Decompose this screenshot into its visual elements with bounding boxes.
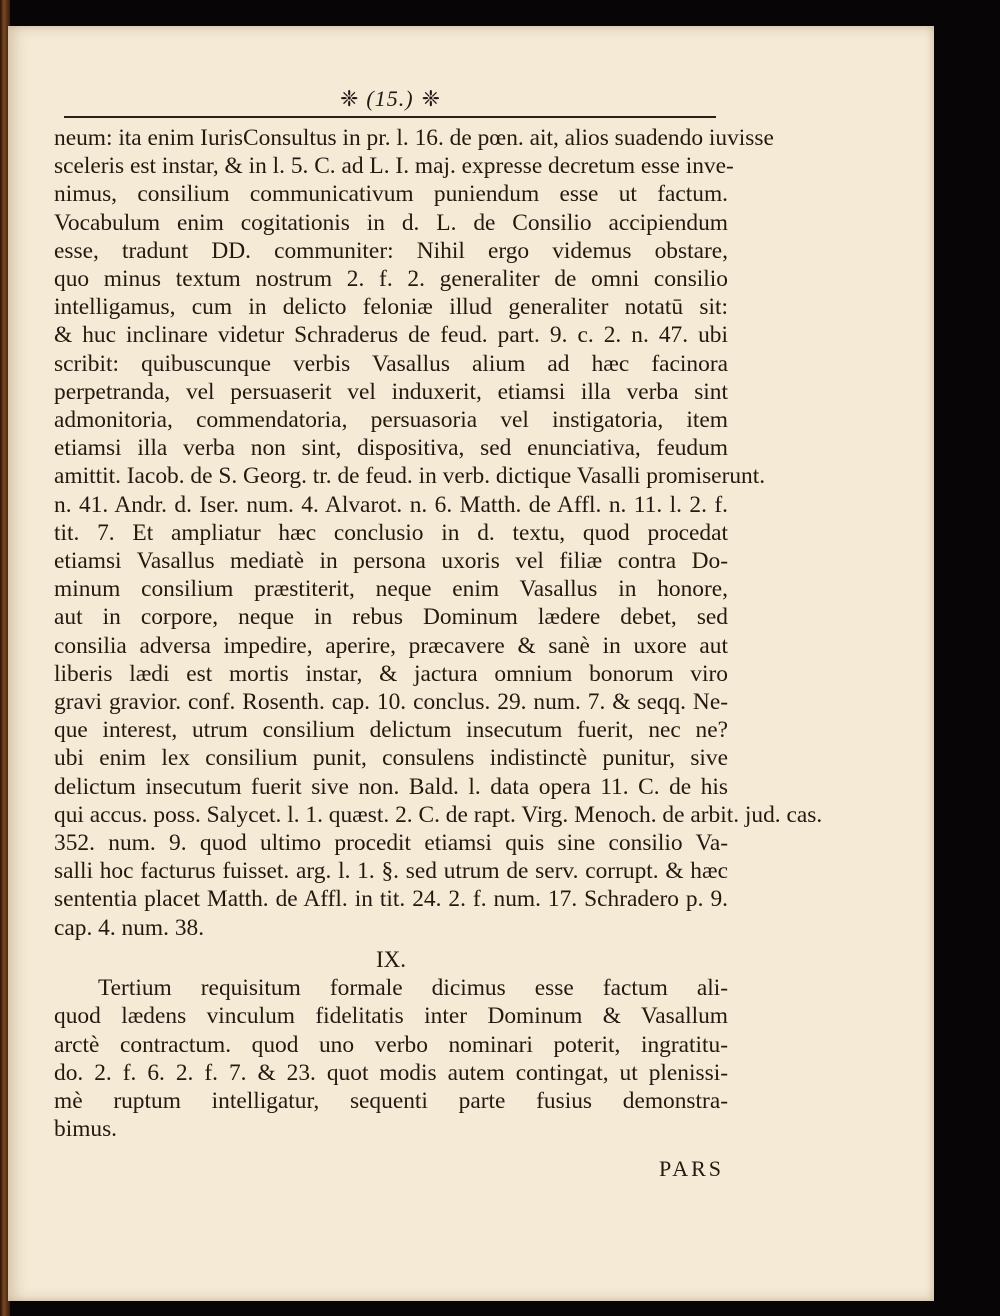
text-line: 352. num. 9. quod ultimo procedit etiamsi quis sine consilio Va-	[54, 830, 728, 857]
text-line: amittit. Iacob. de S. Georg. tr. de feud. in verb. dictique Vasalli promiserunt.	[54, 463, 766, 490]
text-line: sententia placet Matth. de Affl. in tit. 24. 2. f. num. 17. Schradero p. 9.	[54, 886, 728, 913]
section-number: IX.	[375, 946, 407, 972]
text-line: ubi enim lex consilium punit, consulens indistinctè punitur, sive	[54, 745, 728, 772]
page-text	[54, 124, 823, 1184]
page-header	[64, 82, 716, 118]
section-text-line: Tertium requisitum formale dicimus esse factum ali-	[98, 975, 728, 1002]
text-line: n. 41. Andr. d. Iser. num. 4. Alvarot. n. 6. Matth. de Affl. n. 11. l. 2. f.	[54, 491, 728, 518]
text-line: quo minus textum nostrum 2. f. 2. generaliter de omni consilio	[54, 266, 728, 293]
text-line: consilia adversa impedire, aperire, præcavere & sanè in uxore aut	[54, 632, 728, 659]
text-line: minum consilium præstiterit, neque enim Vasallus in honore,	[54, 576, 728, 603]
text-line: qui accus. poss. Salycet. l. 1. quæst. 2. C. de rapt. Virg. Menoch. de arbit. jud. cas.	[54, 801, 823, 828]
text-line: aut in corpore, neque in rebus Dominum lædere debet, sed	[54, 604, 728, 631]
text-line: sceleris est instar, & in l. 5. C. ad L. I. maj. expresse decretum esse inve-	[54, 153, 734, 180]
section-text-line: mè ruptum intelligatur, sequenti parte fusius demonstra-	[54, 1087, 728, 1114]
text-line: perpetranda, vel persuaserit vel induxerit, etiamsi illa verba sint	[54, 378, 728, 405]
text-line: intelligamus, cum in delicto feloniæ illud generaliter notatū sit:	[54, 294, 728, 321]
section-text-line: quod lædens vinculum fidelitatis inter Dominum & Vasallum	[54, 1003, 728, 1030]
text-line: Vocabulum enim cogitationis in d. L. de Consilio accipiendum	[54, 209, 728, 236]
section-text-line: arctè contractum. quod uno verbo nominari poterit, ingratitu-	[54, 1031, 728, 1058]
text-line: salli hoc facturus fuisset. arg. l. 1. §. sed utrum de serv. corrupt. & hæc	[54, 858, 728, 885]
book-page	[8, 26, 934, 1301]
text-line: que interest, utrum consilium delictum insecutum fuerit, nec ne?	[54, 717, 728, 744]
text-line: tit. 7. Et ampliatur hæc conclusio in d. textu, quod procedat	[54, 519, 728, 546]
text-line: gravi gravior. conf. Rosenth. cap. 10. conclus. 29. num. 7. & seqq. Ne-	[54, 689, 728, 716]
page-number: (15.)	[366, 86, 414, 111]
text-line: etiamsi illa verba non sint, dispositiva, sed enunciativa, feudum	[54, 435, 728, 462]
text-line: admonitoria, commendatoria, persuasoria vel instigatoria, item	[54, 407, 728, 434]
text-line: nimus, consilium communicativum puniendum esse ut factum.	[54, 181, 728, 208]
text-line: scribit: quibuscunque verbis Vasallus alium ad hæc facinora	[54, 350, 728, 377]
catchword: PARS	[658, 1156, 724, 1182]
text-line: neum: ita enim IurisConsultus in pr. l. 16. de pœn. ait, alios suadendo iuvisse	[54, 125, 774, 151]
section-text-line: do. 2. f. 6. 2. f. 7. & 23. quot modis autem contingat, ut plenissi-	[54, 1059, 728, 1086]
text-line: & huc inclinare videtur Schraderus de feud. part. 9. c. 2. n. 47. ubi	[54, 322, 728, 349]
text-line: liberis lædi est mortis instar, & jactura omnium bonorum viro	[54, 660, 728, 687]
text-line: etiamsi Vasallus mediatè in persona uxoris vel filiæ contra Do-	[54, 548, 728, 575]
text-line: cap. 4. num. 38.	[54, 914, 205, 941]
ornament-left-icon: ❈	[339, 86, 359, 111]
text-line: esse, tradunt DD. communiter: Nihil ergo videmus obstare,	[54, 237, 728, 264]
ornament-right-icon: ❈	[421, 86, 441, 111]
section-text-line: bimus.	[54, 1116, 118, 1143]
text-line: delictum insecutum fuerit sive non. Bald. l. data opera 11. C. de his	[54, 773, 728, 800]
